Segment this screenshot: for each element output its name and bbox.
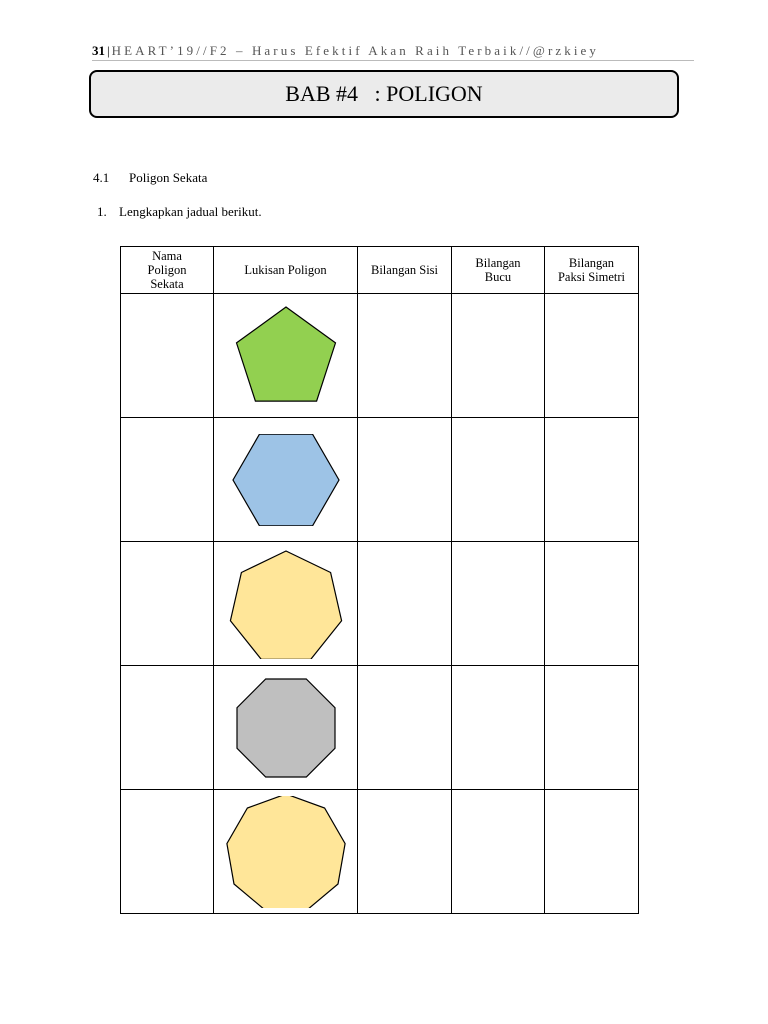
cell-lukisan [214, 294, 358, 418]
cell-lukisan [214, 666, 358, 790]
cell-bilangan-sisi[interactable] [358, 790, 452, 914]
table-row [121, 542, 639, 666]
cell-bilangan-sisi[interactable] [358, 666, 452, 790]
question-text: Lengkapkan jadual berikut. [119, 204, 262, 219]
header-bilangan-sisi: Bilangan Sisi [358, 247, 452, 294]
heptagon-drawing [228, 549, 344, 659]
cell-bilangan-sisi[interactable] [358, 294, 452, 418]
section-number: 4.1 [93, 170, 110, 185]
octagon-drawing [232, 678, 340, 778]
polygon-table [120, 246, 639, 914]
octagon-shape [237, 679, 335, 777]
cell-bilangan-bucu[interactable] [452, 418, 545, 542]
cell-nama[interactable] [121, 294, 214, 418]
question-1 [97, 204, 262, 220]
header-rule [92, 60, 694, 61]
cell-bilangan-bucu[interactable] [452, 790, 545, 914]
cell-nama[interactable] [121, 666, 214, 790]
question-number: 1. [97, 204, 107, 219]
header-separator: | [107, 43, 110, 58]
cell-paksi-simetri[interactable] [545, 666, 639, 790]
cell-paksi-simetri[interactable] [545, 418, 639, 542]
cell-paksi-simetri[interactable] [545, 294, 639, 418]
header-title: HEART’19//F2 – Harus Efektif Akan Raih Terbaik//@rzkiey [111, 43, 600, 58]
hexagon-shape [233, 434, 339, 526]
cell-lukisan [214, 542, 358, 666]
cell-paksi-simetri[interactable] [545, 542, 639, 666]
pentagon-drawing [231, 306, 341, 406]
cell-bilangan-bucu[interactable] [452, 666, 545, 790]
table-row [121, 418, 639, 542]
page-number: 31 [92, 43, 105, 58]
header-bilangan-bucu: Bilangan Bucu [452, 247, 545, 294]
cell-bilangan-sisi[interactable] [358, 542, 452, 666]
chapter-title: BAB #4 : POLIGON [285, 81, 483, 106]
chapter-title-box [89, 70, 679, 118]
section-heading [93, 170, 207, 186]
cell-bilangan-bucu[interactable] [452, 542, 545, 666]
nonagon-shape [226, 796, 344, 908]
cell-lukisan [214, 790, 358, 914]
cell-bilangan-sisi[interactable] [358, 418, 452, 542]
cell-nama[interactable] [121, 790, 214, 914]
table-row [121, 790, 639, 914]
hexagon-drawing [231, 434, 341, 526]
cell-bilangan-bucu[interactable] [452, 294, 545, 418]
section-title: Poligon Sekata [129, 170, 208, 185]
cell-nama[interactable] [121, 418, 214, 542]
nonagon-drawing [225, 796, 347, 908]
header-nama-poligon: Nama Poligon Sekata [121, 247, 214, 294]
header-bilangan-paksi-simetri: Bilangan Paksi Simetri [545, 247, 639, 294]
page-header [92, 43, 676, 59]
table-row [121, 294, 639, 418]
header-lukisan-poligon: Lukisan Poligon [214, 247, 358, 294]
table-row [121, 666, 639, 790]
table-header-row [121, 247, 639, 294]
cell-nama[interactable] [121, 542, 214, 666]
cell-paksi-simetri[interactable] [545, 790, 639, 914]
heptagon-shape [230, 551, 341, 659]
cell-lukisan [214, 418, 358, 542]
pentagon-shape [236, 307, 335, 401]
